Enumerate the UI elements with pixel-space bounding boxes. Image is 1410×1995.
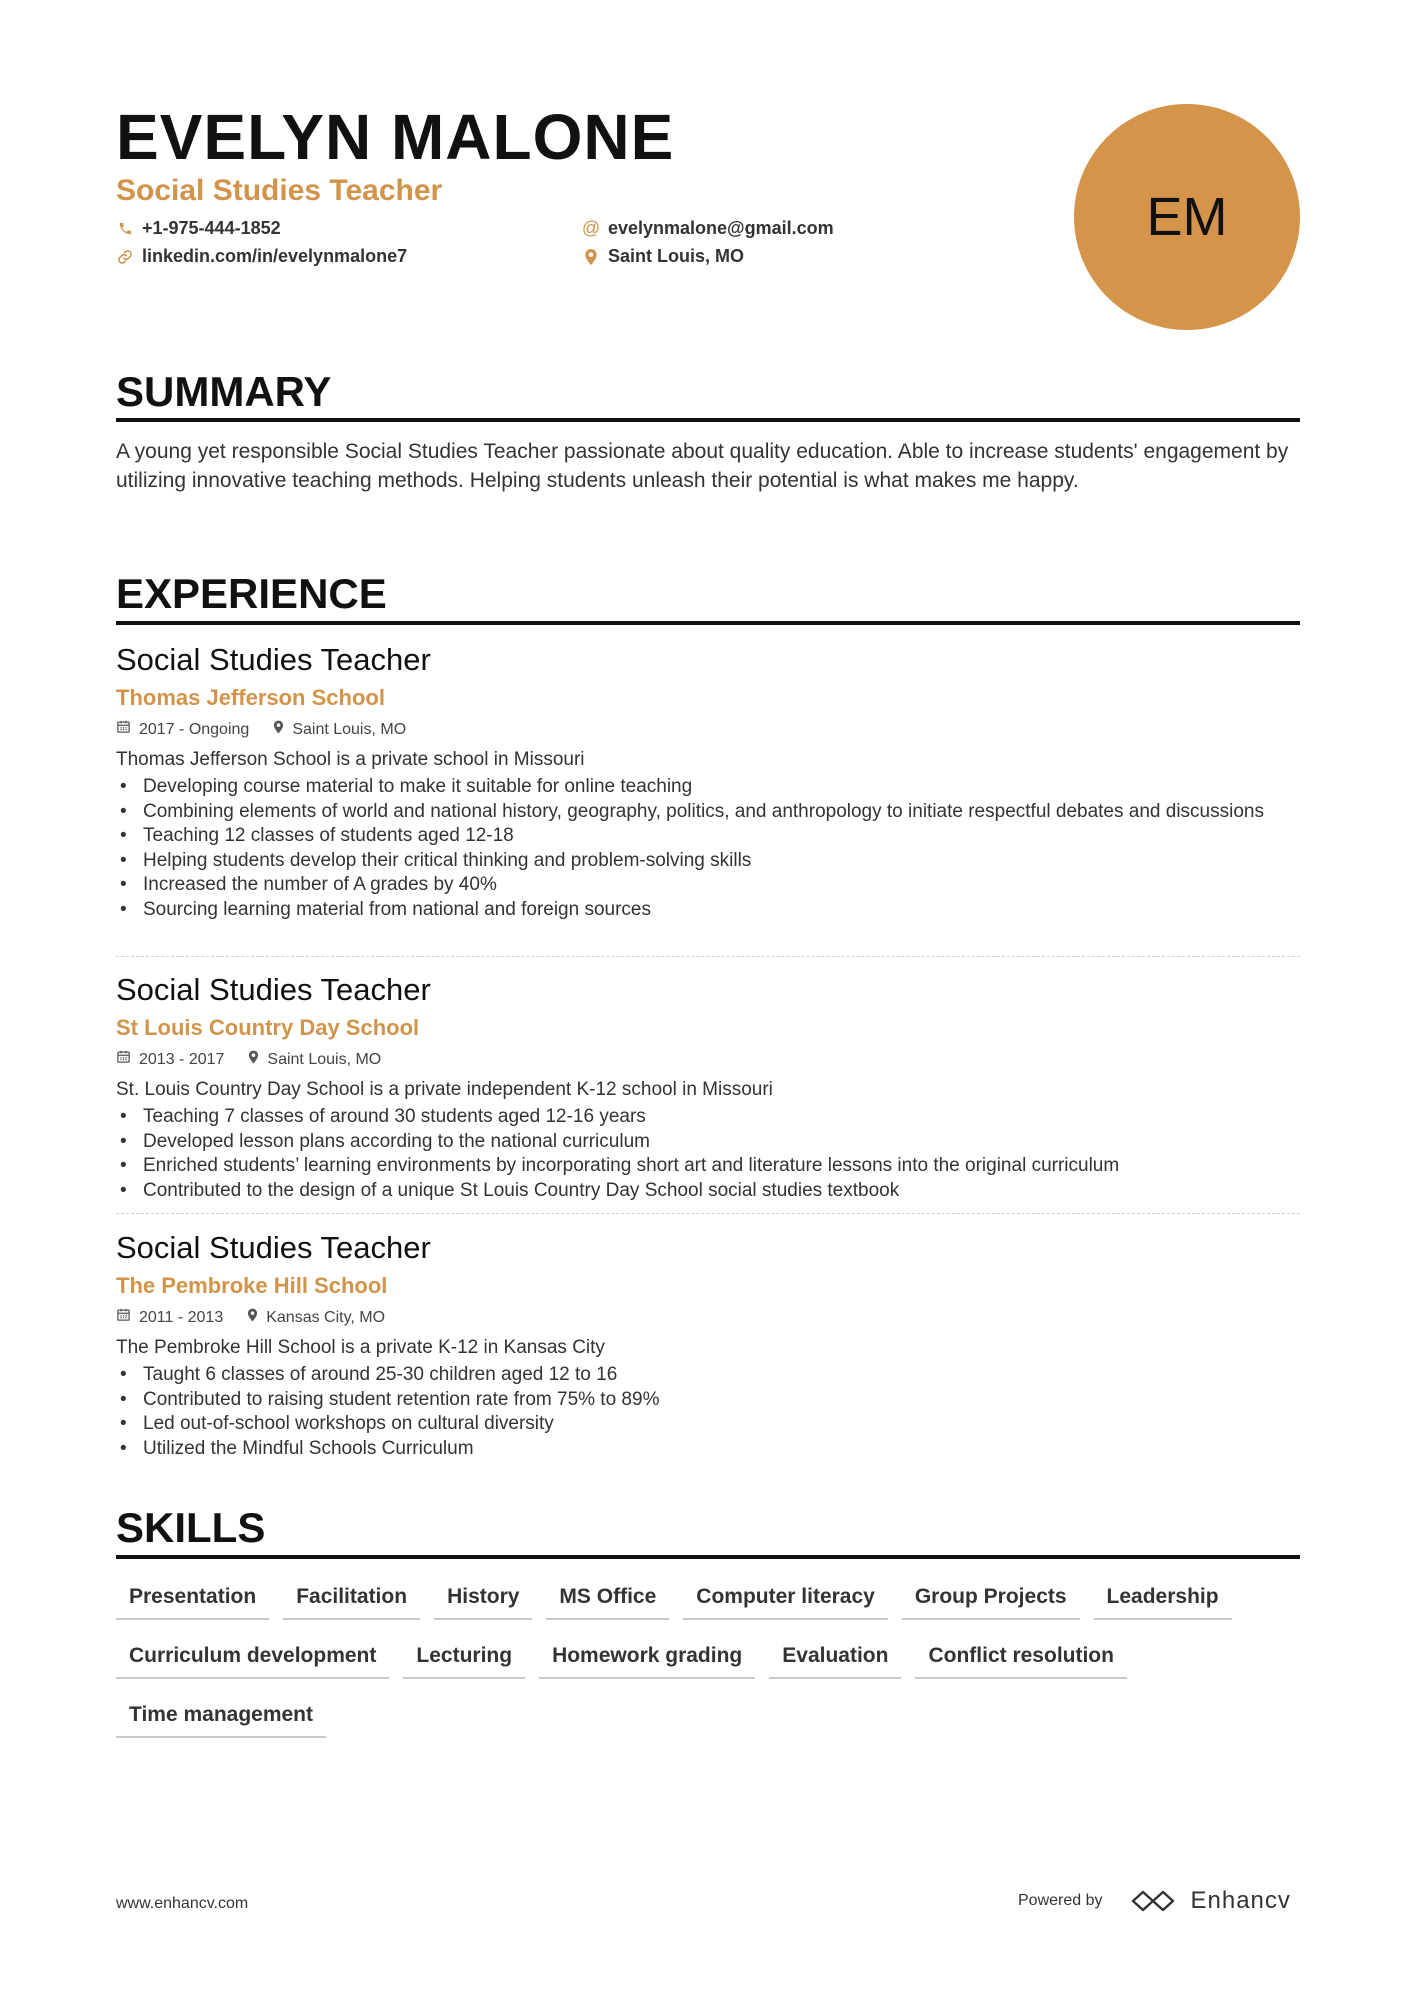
skill-tag: Group Projects xyxy=(902,1583,1080,1620)
bullet-item: • Teaching 12 classes of students aged 12-18 xyxy=(116,824,1300,849)
job-bullets xyxy=(116,1105,1300,1203)
bullet-item: • Increased the number of A grades by 40% xyxy=(116,873,1300,898)
bullet-item: • Developing course material to make it suitable for online teaching xyxy=(116,775,1300,800)
skill-tag: History xyxy=(434,1583,532,1620)
company-name: St Louis Country Day School xyxy=(116,1015,420,1040)
footer-website[interactable]: www.enhancv.com xyxy=(116,1895,249,1912)
calendar-icon xyxy=(116,1049,131,1071)
skill-tag: Conflict resolution xyxy=(915,1642,1127,1679)
skill-tag: MS Office xyxy=(546,1583,669,1620)
job-dates: 2017 - Ongoing xyxy=(116,719,249,741)
skill-tag: Leadership xyxy=(1094,1583,1232,1620)
skill-tag: Evaluation xyxy=(769,1642,901,1679)
link-icon xyxy=(116,248,134,266)
job-dates: 2013 - 2017 xyxy=(116,1049,224,1071)
avatar-initials xyxy=(1074,104,1300,330)
skills-list xyxy=(116,1583,1306,1738)
company-description: St. Louis Country Day School is a private independent K-12 school in Missouri xyxy=(116,1079,773,1100)
bullet-item: • Sourcing learning material from national and foreign sources xyxy=(116,898,1300,923)
bullet-item: • Enriched students’ learning environments by incorporating short art and literature lessons into the original curriculum xyxy=(116,1154,1300,1179)
job-bullets xyxy=(116,1363,1300,1461)
summary-rule xyxy=(116,418,1300,422)
job-entry xyxy=(116,1229,1300,1461)
brand-name: Enhancv xyxy=(1190,1887,1291,1914)
job-meta xyxy=(116,1049,1300,1071)
location-pin-icon xyxy=(248,1049,259,1071)
location-pin-icon xyxy=(273,719,284,741)
initials-text: EM xyxy=(1146,187,1228,247)
skill-tag: Facilitation xyxy=(283,1583,420,1620)
linkedin-text[interactable]: linkedin.com/in/evelynmalone7 xyxy=(142,246,408,266)
location-text: Saint Louis, MO xyxy=(608,246,745,266)
location-pin-icon xyxy=(247,1307,258,1329)
bullet-item: • Taught 6 classes of around 25-30 children aged 12 to 16 xyxy=(116,1363,1300,1388)
email-text[interactable]: evelynmalone@gmail.com xyxy=(608,218,834,238)
footer-branding xyxy=(1018,1887,1291,1915)
summary-text: A young yet responsible Social Studies Teacher passionate about quality education. Able to increase students' engagement by utilizing innovative teaching methods. Helping students unleash their potential is what makes me happy. xyxy=(116,440,1289,492)
powered-by-text: Powered by xyxy=(1018,1892,1103,1909)
location-pin-icon xyxy=(582,248,600,266)
contact-linkedin[interactable] xyxy=(116,246,407,267)
phone-text: +1-975-444-1852 xyxy=(142,218,281,238)
contact-location xyxy=(582,246,744,267)
job-title: Social Studies Teacher xyxy=(116,972,431,1007)
contact-phone xyxy=(116,218,281,239)
job-entry xyxy=(116,641,1300,922)
company-description: The Pembroke Hill School is a private K-12 in Kansas City xyxy=(116,1337,605,1358)
company-name: Thomas Jefferson School xyxy=(116,685,385,710)
company-name: The Pembroke Hill School xyxy=(116,1273,388,1298)
calendar-icon xyxy=(116,1307,131,1329)
candidate-title: Social Studies Teacher xyxy=(116,174,443,207)
bullet-item: • Developed lesson plans according to the national curriculum xyxy=(116,1130,1300,1155)
at-sign-icon: @ xyxy=(581,218,601,238)
bullet-item: • Helping students develop their critical thinking and problem-solving skills xyxy=(116,849,1300,874)
experience-heading: EXPERIENCE xyxy=(116,570,387,617)
job-title: Social Studies Teacher xyxy=(116,642,431,677)
skill-tag: Curriculum development xyxy=(116,1642,389,1679)
skill-tag: Presentation xyxy=(116,1583,269,1620)
skill-tag: Lecturing xyxy=(403,1642,525,1679)
job-entry xyxy=(116,971,1300,1203)
job-meta xyxy=(116,719,1300,741)
job-title: Social Studies Teacher xyxy=(116,1230,431,1265)
job-divider xyxy=(116,956,1300,957)
candidate-name: EVELYN MALONE xyxy=(116,101,675,173)
job-dates: 2011 - 2013 xyxy=(116,1307,223,1329)
job-meta xyxy=(116,1307,1300,1329)
phone-icon xyxy=(116,220,134,238)
job-location: Kansas City, MO xyxy=(247,1307,385,1329)
skill-tag: Homework grading xyxy=(539,1642,755,1679)
skill-tag: Computer literacy xyxy=(683,1583,888,1620)
bullet-item: • Led out-of-school workshops on cultural diversity xyxy=(116,1412,1300,1437)
job-location: Saint Louis, MO xyxy=(248,1049,381,1071)
bullet-item: • Combining elements of world and national history, geography, politics, and anthropology to initiate respectful debates and discussions xyxy=(116,800,1300,825)
bullet-item: • Contributed to the design of a unique St Louis Country Day School social studies textbook xyxy=(116,1179,1300,1204)
bullet-item: • Contributed to raising student retention rate from 75% to 89% xyxy=(116,1388,1300,1413)
enhancv-logo-icon xyxy=(1129,1888,1177,1914)
bullet-item: • Teaching 7 classes of around 30 students aged 12-16 years xyxy=(116,1105,1300,1130)
job-location: Saint Louis, MO xyxy=(273,719,406,741)
skill-tag: Time management xyxy=(116,1701,326,1738)
skills-heading: SKILLS xyxy=(116,1504,266,1551)
skills-rule xyxy=(116,1555,1300,1559)
job-divider xyxy=(116,1213,1300,1214)
summary-heading: SUMMARY xyxy=(116,368,332,415)
job-bullets xyxy=(116,775,1300,922)
calendar-icon xyxy=(116,719,131,741)
bullet-item: • Utilized the Mindful Schools Curriculum xyxy=(116,1437,1300,1462)
company-description: Thomas Jefferson School is a private school in Missouri xyxy=(116,749,585,770)
experience-rule xyxy=(116,621,1300,625)
contact-email[interactable] xyxy=(582,218,834,239)
